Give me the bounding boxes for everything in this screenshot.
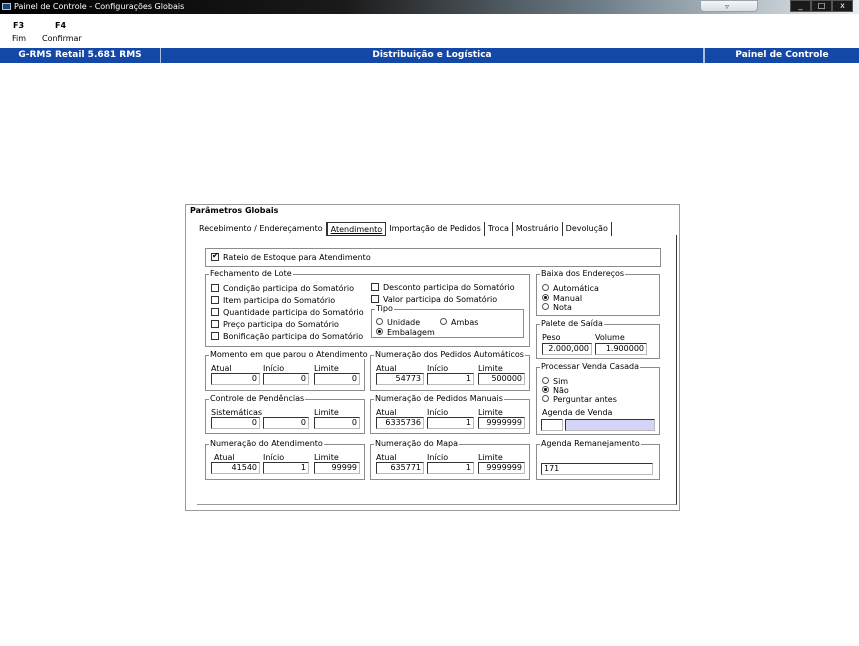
pedidos-manuais-title: Numeração de Pedidos Manuais: [375, 394, 503, 403]
pendencias-v1-input[interactable]: 0: [211, 417, 260, 429]
preco-checkbox[interactable]: [211, 320, 219, 328]
tab-troca[interactable]: Troca: [485, 222, 513, 236]
embalagem-radio[interactable]: [376, 328, 383, 335]
perguntar-radio[interactable]: [542, 395, 549, 402]
num-atendimento-limite-input[interactable]: 99999: [314, 462, 360, 474]
item-label: Item participa do Somatório: [223, 296, 336, 305]
embalagem-label: Embalagem: [387, 328, 435, 337]
palete-title: Palete de Saída: [541, 319, 603, 328]
pedidos-auto-group: [370, 350, 530, 391]
unidade-radio[interactable]: [376, 318, 383, 325]
peso-label: Peso: [542, 333, 561, 342]
fechamento-title: Fechamento de Lote: [210, 269, 292, 278]
sim-label: Sim: [553, 377, 569, 386]
app-icon: [2, 3, 11, 10]
agenda-remanejamento-input[interactable]: 171: [541, 463, 653, 475]
nao-radio[interactable]: [542, 386, 549, 393]
inicio-label: Início: [427, 408, 449, 417]
ambas-radio[interactable]: [440, 318, 447, 325]
tab-devolucao[interactable]: Devolução: [563, 222, 612, 236]
num-atendimento-inicio-input[interactable]: 1: [263, 462, 309, 474]
atual-label: Atual: [376, 453, 397, 462]
pendencias-v2-input[interactable]: 0: [263, 417, 309, 429]
pedidos-auto-atual-input[interactable]: 54773: [376, 373, 424, 385]
limite-label: Limite: [478, 453, 503, 462]
status-left: G-RMS Retail 5.681 RMS: [0, 48, 161, 63]
tab-strip: [196, 222, 612, 236]
valor-checkbox[interactable]: [371, 295, 379, 303]
palete-group: [536, 319, 660, 359]
tipo-title: Tipo: [376, 304, 393, 313]
limite-label: Limite: [314, 453, 339, 462]
num-atendimento-title: Numeração do Atendimento: [210, 439, 323, 448]
perguntar-label: Perguntar antes: [553, 395, 617, 404]
rateio-checkbox[interactable]: [211, 253, 219, 261]
bonificacao-label: Bonificação participa do Somatório: [223, 332, 364, 341]
preco-label: Preço participa do Somatório: [223, 320, 339, 329]
rateio-box: [205, 248, 661, 267]
agenda-remanejamento-group: [536, 439, 660, 480]
inicio-label: Início: [427, 453, 449, 462]
close-button[interactable]: x: [832, 0, 853, 12]
atual-label: Atual: [376, 364, 397, 373]
num-mapa-title: Numeração do Mapa: [375, 439, 458, 448]
peso-input[interactable]: 2.000,000: [542, 343, 592, 355]
venda-casada-group: [536, 362, 660, 435]
pedidos-manuais-atual-input[interactable]: 6335736: [376, 417, 424, 429]
nota-radio[interactable]: [542, 303, 549, 310]
fkey-key: F3: [13, 21, 25, 30]
agenda-venda-desc-input: [565, 419, 655, 431]
limite-label: Limite: [314, 364, 339, 373]
manual-radio[interactable]: [542, 294, 549, 301]
automatica-radio[interactable]: [542, 284, 549, 291]
pedidos-manuais-limite-input[interactable]: 9999999: [478, 417, 525, 429]
agenda-remanejamento-title: Agenda Remanejamento: [541, 439, 640, 448]
num-mapa-group: [370, 439, 530, 480]
tab-importacao[interactable]: Importação de Pedidos: [386, 222, 485, 236]
pedidos-auto-limite-input[interactable]: 500000: [478, 373, 525, 385]
num-mapa-atual-input[interactable]: 635771: [376, 462, 424, 474]
volume-input[interactable]: 1.900000: [595, 343, 647, 355]
tab-recebimento[interactable]: Recebimento / Endereçamento: [196, 222, 327, 236]
fechamento-group: [205, 269, 530, 347]
agenda-venda-code-input[interactable]: [541, 419, 563, 431]
atual-label: Atual: [214, 453, 235, 462]
baixa-title: Baixa dos Endereços: [541, 269, 625, 278]
quantidade-checkbox[interactable]: [211, 308, 219, 316]
momento-group: [205, 350, 368, 391]
volume-label: Volume: [595, 333, 625, 342]
fkey-label: Confirmar: [42, 34, 82, 43]
status-bar: [0, 48, 859, 63]
panel-title: Parâmetros Globais: [190, 206, 279, 215]
momento-inicio-input[interactable]: 0: [263, 373, 309, 385]
num-mapa-inicio-input[interactable]: 1: [427, 462, 474, 474]
inicio-label: Início: [427, 364, 449, 373]
tipo-group: [371, 304, 524, 338]
automatica-label: Automática: [553, 284, 599, 293]
manual-label: Manual: [553, 294, 583, 303]
limite-label: Limite: [314, 408, 339, 417]
limite-label: Limite: [478, 408, 503, 417]
chevron-down-icon: ▿: [725, 2, 730, 11]
inicio-label: Início: [263, 364, 285, 373]
valor-label: Valor participa do Somatório: [383, 295, 498, 304]
desconto-label: Desconto participa do Somatório: [383, 283, 515, 292]
sistematicas-label: Sistemáticas: [211, 408, 263, 417]
pedidos-auto-inicio-input[interactable]: 1: [427, 373, 474, 385]
maximize-button[interactable]: □: [811, 0, 832, 12]
fkey-label: Fim: [12, 34, 27, 43]
limite-label: Limite: [478, 364, 503, 373]
pedidos-auto-title: Numeração dos Pedidos Automáticos: [375, 350, 524, 359]
rateio-label: Rateio de Estoque para Atendimento: [223, 253, 371, 262]
ambas-label: Ambas: [451, 318, 479, 327]
pendencias-limite-input[interactable]: 0: [314, 417, 360, 429]
atual-label: Atual: [211, 364, 232, 373]
momento-title: Momento em que parou o Atendimento: [210, 350, 368, 359]
unidade-label: Unidade: [387, 318, 421, 327]
bonificacao-checkbox[interactable]: [211, 332, 219, 340]
num-atendimento-group: [205, 439, 365, 480]
item-checkbox[interactable]: [211, 296, 219, 304]
pedidos-manuais-inicio-input[interactable]: 1: [427, 417, 474, 429]
status-right: Painel de Controle: [704, 48, 859, 63]
desconto-checkbox[interactable]: [371, 283, 379, 291]
momento-atual-input[interactable]: 0: [211, 373, 260, 385]
venda-casada-title: Processar Venda Casada: [541, 362, 639, 371]
status-center: Distribuição e Logística: [161, 48, 704, 63]
condicao-checkbox[interactable]: [211, 284, 219, 292]
quantidade-label: Quantidade participa do Somatório: [223, 308, 364, 317]
nota-label: Nota: [553, 303, 572, 312]
nao-label: Não: [553, 386, 569, 395]
titlebar-dropdown[interactable]: [700, 0, 758, 12]
minimize-button[interactable]: _: [790, 0, 811, 12]
pedidos-manuais-group: [370, 394, 530, 434]
tab-mostruario[interactable]: Mostruário: [513, 222, 563, 236]
momento-limite-input[interactable]: 0: [314, 373, 360, 385]
inicio-label: Início: [263, 453, 285, 462]
sim-radio[interactable]: [542, 377, 549, 384]
fkey-key: F4: [55, 21, 67, 30]
window-title: Painel de Controle - Configurações Globais: [14, 2, 185, 11]
pendencias-title: Controle de Pendências: [210, 394, 305, 403]
tab-atendimento[interactable]: Atendimento: [327, 222, 387, 236]
agenda-venda-label: Agenda de Venda: [542, 408, 613, 417]
atual-label: Atual: [376, 408, 397, 417]
num-mapa-limite-input[interactable]: 9999999: [478, 462, 525, 474]
num-atendimento-atual-input[interactable]: 41540: [211, 462, 260, 474]
pendencias-group: [205, 394, 365, 434]
baixa-group: [536, 269, 660, 316]
condicao-label: Condição participa do Somatório: [223, 284, 354, 293]
